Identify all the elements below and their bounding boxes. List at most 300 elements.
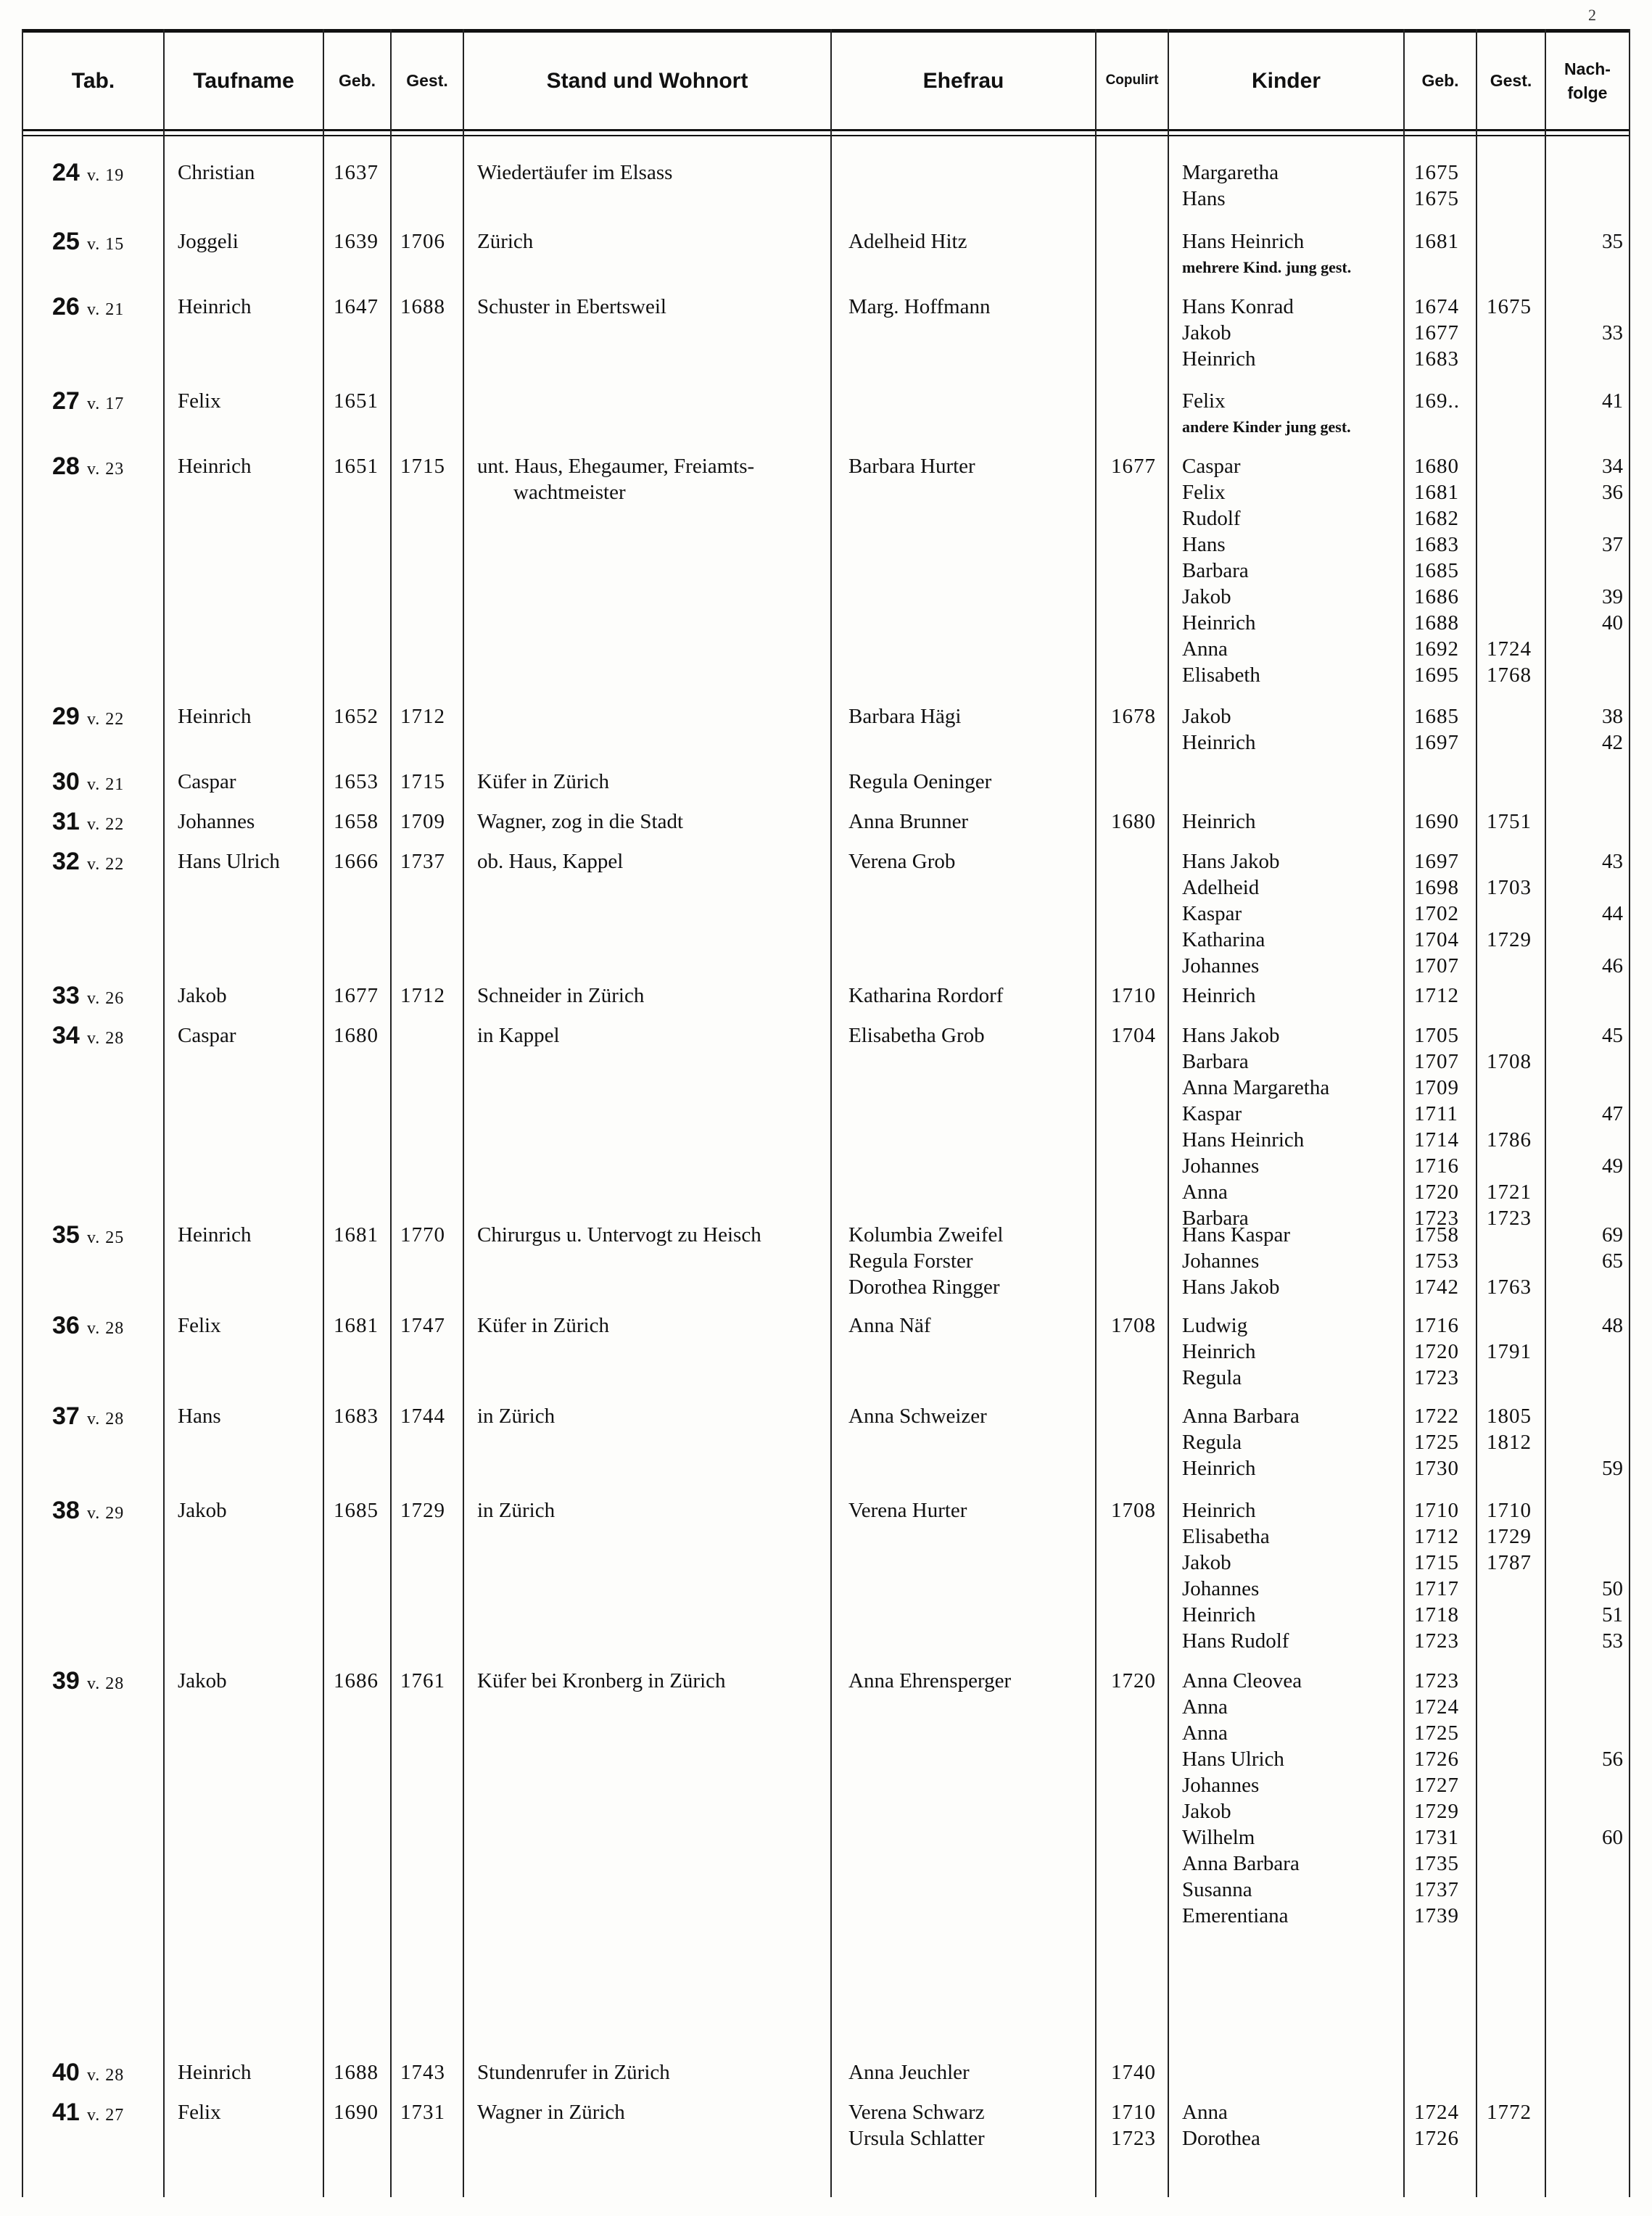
header-stand: Stand und Wohnort xyxy=(546,68,748,93)
taufname-cell xyxy=(178,1497,227,1524)
child-name: Anna xyxy=(1182,1695,1228,1719)
column-divider xyxy=(1095,29,1096,2197)
header-taufname: Taufname xyxy=(193,68,294,93)
child-birth-year: 1720 xyxy=(1414,1340,1459,1363)
taufname: Caspar xyxy=(178,770,236,793)
child-death-year: 1768 xyxy=(1487,663,1532,687)
kinder-cell xyxy=(1182,848,1280,979)
taufname: Felix xyxy=(178,2101,221,2124)
tab-reference: v. 28 xyxy=(86,1319,125,1338)
child-death-year xyxy=(1487,1602,1532,1628)
taufname: Heinrich xyxy=(178,705,252,728)
child-birth-year: 1711 xyxy=(1414,1102,1458,1125)
child-birth-year: 1735 xyxy=(1414,1852,1459,1875)
child-name: Anna Barbara xyxy=(1182,1405,1300,1428)
child-birth-year: 1758 xyxy=(1414,1223,1459,1246)
nachfolge-cell xyxy=(1558,848,1623,979)
tab-number: 27 xyxy=(52,387,80,415)
stand-line: wachtmeister xyxy=(513,481,626,504)
death-year: 1688 xyxy=(400,295,445,318)
stand-cell xyxy=(477,809,683,835)
taufname: Heinrich xyxy=(178,295,252,318)
tab-reference: v. 22 xyxy=(86,710,125,729)
taufname: Heinrich xyxy=(178,455,252,478)
tab-number: 41 xyxy=(52,2099,80,2126)
nachfolge-ref xyxy=(1558,1274,1623,1300)
nachfolge-ref xyxy=(1558,2099,1623,2125)
child-death-year: 1791 xyxy=(1487,1340,1532,1363)
child-birth-year: 1723 xyxy=(1414,1629,1459,1653)
child-name: Anna Margaretha xyxy=(1182,1076,1330,1099)
tab-cell xyxy=(52,388,124,417)
tab-reference: v. 25 xyxy=(86,1228,125,1247)
child-birth-year: 1692 xyxy=(1414,637,1459,661)
nachfolge-ref: 45 xyxy=(1602,1024,1623,1047)
nachfolge-ref xyxy=(1558,294,1623,320)
stand-line: in Zürich xyxy=(477,1499,556,1522)
kinder-cell xyxy=(1182,1312,1255,1391)
child-death-year xyxy=(1487,584,1532,610)
nachfolge-ref xyxy=(1558,1049,1623,1075)
child-birth-year: 1727 xyxy=(1414,1774,1459,1797)
gest-cell xyxy=(400,228,445,255)
death-year: 1744 xyxy=(400,1405,445,1428)
child-name: Barbara xyxy=(1182,559,1249,582)
ehefrau-name: Anna Jeuchler xyxy=(848,2061,970,2084)
child-birth-year: 1697 xyxy=(1414,731,1459,754)
kinder-note: andere Kinder jung gest. xyxy=(1182,418,1351,436)
kinder-geb-cell xyxy=(1414,1222,1459,1300)
child-name: Susanna xyxy=(1182,1878,1252,1901)
taufname-cell xyxy=(178,2099,221,2125)
stand-cell xyxy=(477,848,623,875)
taufname-cell xyxy=(178,453,251,479)
ehefrau-name: Verena Grob xyxy=(848,850,956,873)
child-birth-year: 1712 xyxy=(1414,1525,1459,1548)
header-kinder-geb: Geb. xyxy=(1421,71,1459,91)
child-birth-year: 1710 xyxy=(1414,1499,1459,1522)
child-death-year xyxy=(1487,558,1532,584)
genealogy-table xyxy=(22,29,1630,2197)
child-name: Heinrich xyxy=(1182,1340,1256,1363)
nachfolge-ref: 65 xyxy=(1602,1249,1623,1273)
child-name: Heinrich xyxy=(1182,731,1256,754)
tab-reference: v. 23 xyxy=(86,460,125,479)
child-name: Hans xyxy=(1182,533,1226,556)
gest-cell xyxy=(400,1312,445,1339)
death-year: 1747 xyxy=(400,1314,445,1337)
child-birth-year: 1716 xyxy=(1414,1314,1459,1337)
child-name: Wilhelm xyxy=(1182,1826,1255,1849)
header-nachfolge-line-1: Nach- xyxy=(1564,59,1611,79)
child-name: Johannes xyxy=(1182,1249,1260,1273)
column-divider xyxy=(22,29,23,2197)
geb-cell xyxy=(334,769,379,795)
child-death-year: 1772 xyxy=(1487,2101,1532,2124)
nachfolge-ref xyxy=(1558,1694,1623,1720)
death-year: 1712 xyxy=(400,705,445,728)
death-year: 1715 xyxy=(400,455,445,478)
taufname: Felix xyxy=(178,389,221,413)
stand-line: Schneider in Zürich xyxy=(477,984,645,1007)
child-birth-year: 1680 xyxy=(1414,455,1459,478)
gest-cell xyxy=(400,848,445,875)
child-death-year xyxy=(1487,1455,1532,1481)
taufname-cell xyxy=(178,160,255,186)
child-name: Hans Ulrich xyxy=(1182,1748,1284,1771)
kinder-cell xyxy=(1182,1222,1290,1300)
taufname: Jakob xyxy=(178,1669,227,1692)
child-name: Hans Jakob xyxy=(1182,1276,1280,1299)
child-name: Kaspar xyxy=(1182,902,1242,925)
child-name: Dorothea xyxy=(1182,2127,1260,2150)
child-death-year: 1710 xyxy=(1487,1499,1532,1522)
child-birth-year: 1725 xyxy=(1414,1431,1459,1454)
tab-reference: v. 28 xyxy=(86,1029,125,1048)
child-birth-year: 1685 xyxy=(1414,705,1459,728)
geb-cell xyxy=(334,1222,379,1248)
nachfolge-cell xyxy=(1558,1497,1623,1654)
nachfolge-ref: 36 xyxy=(1602,481,1623,504)
stand-line: in Kappel xyxy=(477,1024,560,1047)
child-name: Jakob xyxy=(1182,705,1231,728)
column-divider xyxy=(1629,29,1630,2197)
tab-reference: v. 19 xyxy=(86,166,125,185)
kinder-gest-cell xyxy=(1487,453,1532,688)
marriage-year: 1677 xyxy=(1111,455,1156,478)
child-name: Heinrich xyxy=(1182,347,1256,371)
child-name: Emerentiana xyxy=(1182,1904,1289,1927)
stand-cell xyxy=(477,1403,555,1429)
stand-cell xyxy=(477,1497,555,1524)
stand-cell xyxy=(477,160,672,186)
tab-reference: v. 21 xyxy=(86,775,125,794)
nachfolge-cell xyxy=(1558,1022,1623,1231)
child-birth-year: 1714 xyxy=(1414,1128,1459,1152)
child-death-year xyxy=(1487,1022,1532,1049)
tab-number: 29 xyxy=(52,703,80,730)
gest-cell xyxy=(400,1668,445,1694)
taufname: Heinrich xyxy=(178,1223,252,1246)
header-nachfolge-line-2: folge xyxy=(1567,83,1608,102)
death-year: 1709 xyxy=(400,810,445,833)
taufname: Joggeli xyxy=(178,230,239,253)
column-divider xyxy=(163,29,165,2197)
tab-number: 37 xyxy=(52,1402,80,1430)
child-death-year: 1675 xyxy=(1487,295,1532,318)
child-name: Hans Konrad xyxy=(1182,295,1294,318)
child-death-year: 1812 xyxy=(1487,1431,1532,1454)
child-name: Regula xyxy=(1182,1366,1242,1389)
header-ehefrau: Ehefrau xyxy=(922,68,1004,93)
nachfolge-ref xyxy=(1558,1903,1623,1929)
kinder-geb-cell xyxy=(1414,983,1459,1009)
nachfolge-ref xyxy=(1558,1179,1623,1205)
geb-cell xyxy=(334,388,379,414)
taufname-cell xyxy=(178,1403,221,1429)
stand-cell xyxy=(477,983,644,1009)
ehefrau-name: Anna Näf xyxy=(848,1314,931,1337)
nachfolge-ref: 33 xyxy=(1602,321,1623,344)
child-birth-year: 1683 xyxy=(1414,533,1459,556)
tab-number: 31 xyxy=(52,808,80,835)
child-birth-year: 1675 xyxy=(1414,187,1459,210)
child-name: Hans Jakob xyxy=(1182,850,1280,873)
child-birth-year: 1712 xyxy=(1414,984,1459,1007)
nachfolge-ref: 35 xyxy=(1602,230,1623,253)
taufname-cell xyxy=(178,294,251,320)
birth-year: 1637 xyxy=(334,161,379,184)
column-divider xyxy=(463,29,464,2197)
taufname: Hans xyxy=(178,1405,221,1428)
stand-line: Wagner in Zürich xyxy=(477,2101,625,2124)
child-death-year xyxy=(1487,848,1532,875)
stand-cell xyxy=(477,2059,670,2085)
gest-cell xyxy=(400,809,445,835)
child-birth-year: 1682 xyxy=(1414,507,1459,530)
stand-line: Stundenrufer in Zürich xyxy=(477,2061,670,2084)
taufname-cell xyxy=(178,1222,251,1248)
copulirt-cell xyxy=(1111,1497,1156,1524)
child-name: Hans Rudolf xyxy=(1182,1629,1289,1653)
nachfolge-ref: 43 xyxy=(1602,850,1623,873)
kinder-geb-cell xyxy=(1414,388,1460,440)
child-death-year xyxy=(1487,953,1532,979)
stand-cell xyxy=(477,2099,625,2125)
child-death-year: 1763 xyxy=(1487,1276,1532,1299)
child-birth-year: 1724 xyxy=(1414,2101,1459,2124)
kinder-cell xyxy=(1182,228,1351,281)
tab-number: 32 xyxy=(52,848,80,875)
nachfolge-ref: 46 xyxy=(1602,954,1623,977)
geb-cell xyxy=(334,1403,379,1429)
taufname: Jakob xyxy=(178,984,227,1007)
nachfolge-cell xyxy=(1558,2099,1623,2151)
child-birth-year: 1723 xyxy=(1414,1366,1459,1389)
child-death-year xyxy=(1487,610,1532,636)
nachfolge-cell xyxy=(1558,1403,1623,1481)
stand-cell xyxy=(477,1022,560,1049)
child-birth-year: 1675 xyxy=(1414,161,1459,184)
marriage-year: 1704 xyxy=(1111,1024,1156,1047)
marriage-year: 1708 xyxy=(1111,1499,1156,1522)
birth-year: 1666 xyxy=(334,850,379,873)
ehefrau-name: Barbara Hurter xyxy=(848,455,975,478)
tab-cell xyxy=(52,983,124,1012)
marriage-year: 1680 xyxy=(1111,810,1156,833)
ehefrau-cell xyxy=(848,1312,931,1339)
geb-cell xyxy=(334,228,379,255)
nachfolge-ref xyxy=(1558,346,1623,372)
ehefrau-name: Dorothea Ringger xyxy=(848,1276,1000,1299)
taufname: Heinrich xyxy=(178,2061,252,2084)
nachfolge-ref xyxy=(1558,927,1623,953)
nachfolge-ref xyxy=(1558,505,1623,532)
child-death-year: 1786 xyxy=(1487,1128,1532,1152)
taufname-cell xyxy=(178,769,236,795)
tab-cell xyxy=(52,1022,124,1051)
nachfolge-ref xyxy=(1558,186,1623,212)
child-birth-year: 1704 xyxy=(1414,928,1459,951)
taufname-cell xyxy=(178,228,239,255)
nachfolge-ref xyxy=(1558,160,1623,186)
child-birth-year: 1688 xyxy=(1414,611,1459,634)
taufname-cell xyxy=(178,703,251,729)
child-birth-year: 1724 xyxy=(1414,1695,1459,1719)
kinder-geb-cell xyxy=(1414,703,1459,756)
kinder-geb-cell xyxy=(1414,294,1459,372)
nachfolge-ref: 48 xyxy=(1602,1314,1623,1337)
stand-line: Wiedertäufer im Elsass xyxy=(477,161,673,184)
kinder-gest-cell xyxy=(1487,1497,1532,1654)
copulirt-cell xyxy=(1111,1668,1156,1694)
ehefrau-name: Barbara Hägi xyxy=(848,705,962,728)
column-divider xyxy=(1403,29,1405,2197)
nachfolge-ref: 51 xyxy=(1602,1603,1623,1626)
child-name: Jakob xyxy=(1182,321,1231,344)
birth-year: 1677 xyxy=(334,984,379,1007)
ehefrau-name: Elisabetha Grob xyxy=(848,1024,985,1047)
child-name: Hans Heinrich xyxy=(1182,230,1305,253)
taufname-cell xyxy=(178,1312,221,1339)
tab-reference: v. 28 xyxy=(86,2066,125,2085)
kinder-geb-cell xyxy=(1414,2099,1459,2151)
child-name: Jakob xyxy=(1182,1551,1231,1574)
tab-cell xyxy=(52,294,124,323)
child-death-year xyxy=(1487,1365,1532,1391)
tab-number: 36 xyxy=(52,1312,80,1339)
gest-cell xyxy=(400,1403,445,1429)
copulirt-cell xyxy=(1111,809,1156,835)
nachfolge-cell xyxy=(1558,453,1623,688)
geb-cell xyxy=(334,703,379,729)
child-birth-year: 1702 xyxy=(1414,902,1459,925)
birth-year: 1681 xyxy=(334,1223,379,1246)
nachfolge-ref xyxy=(1558,875,1623,901)
kinder-cell xyxy=(1182,453,1260,688)
nachfolge-ref xyxy=(1558,255,1623,281)
ehefrau-cell xyxy=(848,1668,1011,1694)
child-death-year xyxy=(1487,1576,1532,1602)
child-name: Barbara xyxy=(1182,1207,1249,1230)
stand-cell xyxy=(477,453,754,505)
ehefrau-cell xyxy=(848,703,961,729)
birth-year: 1639 xyxy=(334,230,379,253)
tab-reference: v. 27 xyxy=(86,2106,125,2125)
child-death-year xyxy=(1487,1222,1532,1248)
header-rule xyxy=(22,129,1630,131)
kinder-geb-cell xyxy=(1414,160,1459,212)
header-kinder-gest: Gest. xyxy=(1490,71,1532,91)
kinder-gest-cell xyxy=(1487,1022,1532,1231)
stand-line: Küfer in Zürich xyxy=(477,1314,609,1337)
child-birth-year: 1697 xyxy=(1414,850,1459,873)
stand-cell xyxy=(477,769,609,795)
ehefrau-cell xyxy=(848,1497,967,1524)
gest-cell xyxy=(400,703,445,729)
death-year: 1770 xyxy=(400,1223,445,1246)
kinder-cell xyxy=(1182,1022,1329,1231)
child-name: Heinrich xyxy=(1182,1499,1256,1522)
death-year: 1729 xyxy=(400,1499,445,1522)
tab-reference: v. 15 xyxy=(86,235,125,254)
nachfolge-ref xyxy=(1558,1851,1623,1877)
child-birth-year: 1716 xyxy=(1414,1154,1459,1178)
kinder-gest-cell xyxy=(1487,1222,1532,1300)
taufname-cell xyxy=(178,388,221,414)
taufname-cell xyxy=(178,983,227,1009)
nachfolge-ref xyxy=(1558,809,1623,835)
kinder-geb-cell xyxy=(1414,1312,1459,1391)
child-birth-year: 169.. xyxy=(1414,389,1460,413)
kinder-gest-cell xyxy=(1487,809,1532,835)
birth-year: 1652 xyxy=(334,705,379,728)
nachfolge-cell xyxy=(1558,1222,1623,1300)
child-death-year: 1805 xyxy=(1487,1405,1532,1428)
taufname: Johannes xyxy=(178,810,255,833)
kinder-gest-cell xyxy=(1487,848,1532,979)
nachfolge-cell xyxy=(1558,1312,1623,1391)
child-death-year xyxy=(1487,901,1532,927)
kinder-cell xyxy=(1182,1497,1289,1654)
tab-cell xyxy=(52,703,124,732)
death-year: 1731 xyxy=(400,2101,445,2124)
tab-cell xyxy=(52,228,124,257)
stand-line: ob. Haus, Kappel xyxy=(477,850,624,873)
gest-cell xyxy=(400,769,445,795)
birth-year: 1683 xyxy=(334,1405,379,1428)
kinder-note: mehrere Kind. jung gest. xyxy=(1182,258,1352,276)
child-name: Hans Heinrich xyxy=(1182,1128,1305,1152)
stand-line: in Zürich xyxy=(477,1405,556,1428)
child-name: Barbara xyxy=(1182,1050,1249,1073)
kinder-gest-cell xyxy=(1487,2099,1532,2151)
child-death-year: 1729 xyxy=(1487,1525,1532,1548)
birth-year: 1681 xyxy=(334,1314,379,1337)
ehefrau-name: Verena Schwarz xyxy=(848,2101,985,2124)
tab-cell xyxy=(52,1497,124,1526)
child-name: Anna xyxy=(1182,2101,1228,2124)
nachfolge-cell xyxy=(1558,1668,1623,1929)
child-birth-year: 1718 xyxy=(1414,1603,1459,1626)
geb-cell xyxy=(334,1312,379,1339)
tab-cell xyxy=(52,2059,124,2088)
child-name: Felix xyxy=(1182,481,1226,504)
birth-year: 1653 xyxy=(334,770,379,793)
child-death-year: 1708 xyxy=(1487,1050,1532,1073)
nachfolge-ref: 44 xyxy=(1602,902,1623,925)
tab-cell xyxy=(52,1403,124,1432)
stand-line: Wagner, zog in die Stadt xyxy=(477,810,684,833)
marriage-year: 1708 xyxy=(1111,1314,1156,1337)
geb-cell xyxy=(334,809,379,835)
nachfolge-ref: 60 xyxy=(1602,1826,1623,1849)
birth-year: 1690 xyxy=(334,2101,379,2124)
child-death-year: 1723 xyxy=(1487,1207,1532,1230)
kinder-geb-cell xyxy=(1414,1668,1459,1929)
kinder-cell xyxy=(1182,160,1279,212)
death-year: 1706 xyxy=(400,230,445,253)
kinder-cell xyxy=(1182,983,1255,1009)
nachfolge-ref: 41 xyxy=(1602,389,1623,413)
child-death-year xyxy=(1487,532,1532,558)
tab-cell xyxy=(52,848,124,877)
child-name: Katharina xyxy=(1182,928,1265,951)
stand-cell xyxy=(477,1668,726,1694)
tab-reference: v. 29 xyxy=(86,1504,125,1523)
tab-cell xyxy=(52,1312,124,1341)
ehefrau-cell xyxy=(848,1222,1003,1300)
